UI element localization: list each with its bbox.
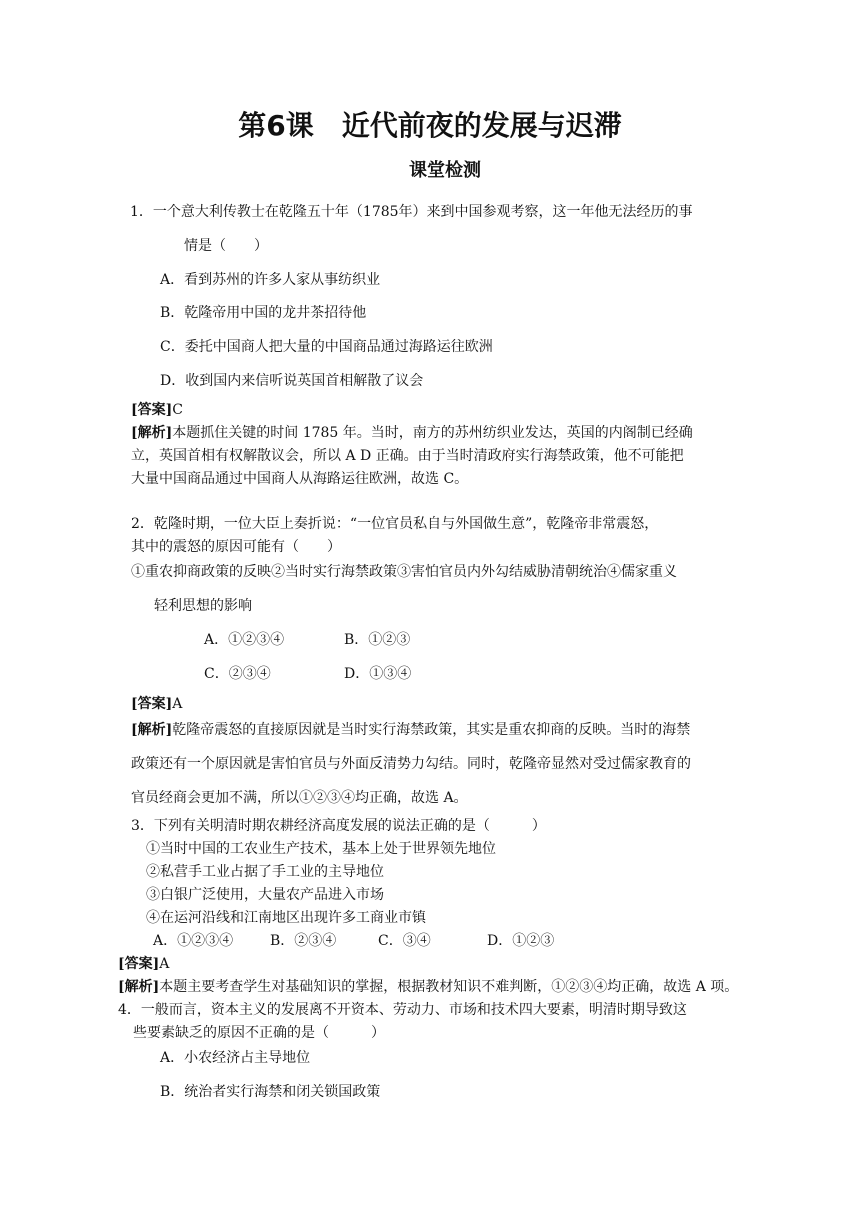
q3-item-2: ②私营手工业占据了手工业的主导地位	[146, 864, 384, 880]
q3-answer	[118, 955, 169, 973]
q4-stem-line-1: 4．一般而言，资本主义的发展离不开资本、劳动力、市场和技术四大要素，明清时期导致这	[118, 1002, 687, 1018]
q2-stem-line-4: 轻利思想的影响	[154, 598, 252, 614]
q1-answer	[131, 401, 183, 419]
q2-stem-line-1: 2．乾隆时期，一位大臣上奏折说：“一位官员私自与外国做生意”，乾隆帝非常震怒，	[131, 516, 659, 532]
q1-answer-value: C	[172, 402, 183, 418]
q3-stem: 3．下列有关明清时期农耕经济高度发展的说法正确的是（ ）	[131, 818, 546, 834]
analysis-tag: [解析]	[131, 425, 173, 441]
answer-tag: [答案]	[131, 402, 173, 418]
q2-option-b: B．①②③	[344, 632, 411, 648]
q2-option-a: A．①②③④	[204, 632, 285, 648]
q1-analysis-line-3: 大量中国商品通过中国商人从海路运往欧洲，故选 C。	[131, 471, 469, 487]
q4-option-b: B．统治者实行海禁和闭关锁国政策	[160, 1084, 381, 1100]
q4-stem-line-2: 些要素缺乏的原因不正确的是（ ）	[133, 1025, 385, 1041]
q3-item-3: ③白银广泛使用，大量农产品进入市场	[146, 887, 384, 903]
q1-stem-line-1: 1．一个意大利传教士在乾隆五十年（1785年）来到中国参观考察，这一年他无法经历的事	[130, 204, 693, 220]
q3-option-d: D．①②③	[487, 933, 555, 949]
q2-option-c: C．②③④	[204, 666, 271, 682]
q2-answer	[131, 695, 182, 713]
q1-option-c: C．委托中国商人把大量的中国商品通过海路运往欧洲	[160, 339, 493, 355]
q1-option-d: D．收到国内来信听说英国首相解散了议会	[160, 373, 424, 389]
q3-item-4: ④在运河沿线和江南地区出现许多工商业市镇	[146, 910, 426, 926]
q2-analysis-line-1	[131, 721, 690, 739]
q2-option-d: D．①③④	[344, 666, 412, 682]
q2-stem-line-2: 其中的震怒的原因可能有（ ）	[131, 539, 341, 555]
q2-analysis-text-1: 乾隆帝震怒的直接原因就是当时实行海禁政策，其实是重农抑商的反映。当时的海禁	[172, 722, 691, 738]
q4-option-a: A．小农经济占主导地位	[160, 1050, 311, 1066]
q2-analysis-line-3: 官员经商会更加不满，所以①②③④均正确，故选 A。	[131, 790, 468, 806]
answer-tag: [答案]	[118, 956, 160, 972]
page-title: 第6课 近代前夜的发展与迟滞	[238, 109, 622, 142]
section-subtitle: 课堂检测	[409, 160, 481, 181]
q2-analysis-line-2: 政策还有一个原因就是害怕官员与外面反清势力勾结。同时，乾隆帝显然对受过儒家教育的	[131, 756, 691, 772]
q3-answer-value: A	[159, 956, 170, 972]
q1-option-a: A．看到苏州的许多人家从事纺织业	[160, 272, 381, 288]
q1-analysis-text-1: 本题抓住关键的时间 1785 年。当时，南方的苏州纺织业发达，英国的内阁制已经确	[172, 425, 693, 441]
q1-analysis-line-2: 立，英国首相有权解散议会，所以 A D 正确。由于当时清政府实行海禁政策，他不可能把	[131, 448, 684, 464]
q3-item-1: ①当时中国的工农业生产技术，基本上处于世界领先地位	[146, 841, 496, 857]
q1-analysis-line-1	[131, 424, 693, 442]
answer-tag: [答案]	[131, 696, 173, 712]
q3-option-a: A．①②③④	[153, 933, 234, 949]
analysis-tag: [解析]	[131, 722, 173, 738]
analysis-tag: [解析]	[118, 979, 160, 995]
q1-option-b: B．乾隆帝用中国的龙井茶招待他	[160, 305, 367, 321]
q1-stem-line-2: 情是（ ）	[184, 238, 268, 254]
q3-option-c: C．③④	[378, 933, 431, 949]
q2-answer-value: A	[172, 696, 183, 712]
q3-analysis	[118, 978, 738, 996]
q3-option-b: B．②③④	[270, 933, 337, 949]
q2-stem-line-3: ①重农抑商政策的反映②当时实行海禁政策③害怕官员内外勾结威胁清朝统治④儒家重义	[131, 564, 677, 580]
q3-analysis-text: 本题主要考查学生对基础知识的掌握，根据教材知识不难判断，①②③④均正确，故选 A 项。	[159, 979, 739, 995]
